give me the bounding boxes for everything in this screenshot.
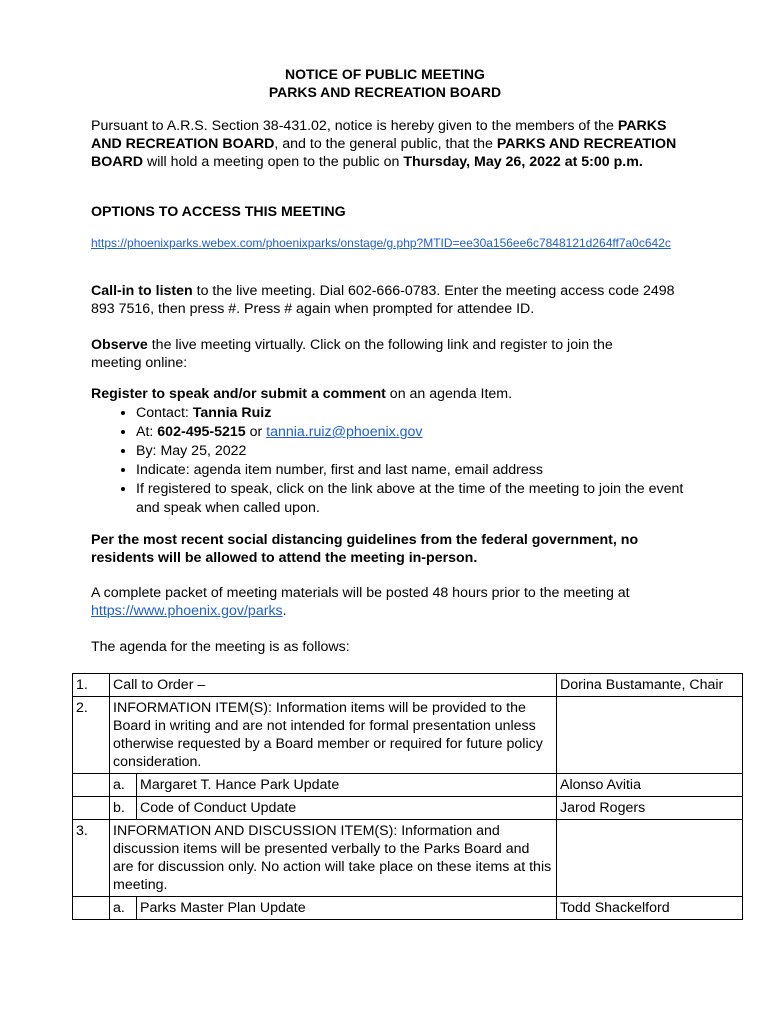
table-row (73, 820, 743, 897)
agenda-presenter: Dorina Bustamante, Chair (557, 674, 743, 697)
agenda-table (72, 673, 743, 920)
board-title: PARKS AND RECREATION BOARD (268, 84, 502, 100)
table-row (73, 674, 743, 697)
agenda-presenter: Alonso Avitia (557, 774, 743, 797)
table-row (73, 897, 743, 920)
observe-lead: Observe (91, 337, 148, 353)
intro-bold-board-1: PARKS AND RECREATION BOARD (91, 118, 667, 152)
agenda-intro: The agenda for the meeting is as follows: (91, 639, 350, 655)
call-in-lead: Call-in to listen (91, 283, 193, 299)
call-in-text: to the live meeting. Dial 602-666-0783. Enter the meeting access code 2498 893 7516, then press #. Press # again when prompted for attendee ID. (91, 283, 675, 317)
register-paragraph (91, 385, 691, 403)
contact-label: Contact: (136, 405, 193, 421)
agenda-sub-letter: b. (110, 797, 137, 820)
table-row (73, 697, 743, 774)
agenda-item-text: Parks Master Plan Update (137, 897, 557, 920)
observe-text: the live meeting virtually. Click on the following link and register to join the meeting online: (91, 337, 613, 371)
intro-text-2: , and to the general public, that the (274, 136, 497, 152)
or-text: or (245, 424, 267, 440)
list-item: • By: May 25, 2022 (136, 442, 706, 461)
intro-text-1: Pursuant to A.R.S. Section 38-431.02, notice is hereby given to the members of the (91, 118, 618, 134)
agenda-presenter-empty (557, 697, 743, 774)
packet-text: A complete packet of meeting materials will be posted 48 hours prior to the meeting at (91, 585, 630, 601)
table-row (73, 797, 743, 820)
at-label: At: (136, 424, 158, 440)
contact-name: Tannia Ruiz (192, 405, 272, 421)
agenda-number: 3. (73, 820, 110, 897)
options-heading: OPTIONS TO ACCESS THIS MEETING (91, 204, 346, 220)
intro-text-3: will hold a meeting open to the public on (143, 154, 404, 170)
agenda-number: 1. (73, 674, 110, 697)
agenda-presenter: Jarod Rogers (557, 797, 743, 820)
contact-email-link[interactable]: tannia.ruiz@phoenix.gov (266, 424, 423, 440)
parks-website-link[interactable]: https://www.phoenix.gov/parks (91, 603, 283, 619)
register-text: on an agenda Item. (385, 386, 513, 402)
agenda-item-text: Margaret T. Hance Park Update (137, 774, 557, 797)
webex-link[interactable]: https://phoenixparks.webex.com/phoenixparks/onstage/g.php?MTID=ee30a156ee6c7848121d264ff7a0c642c (91, 236, 671, 250)
agenda-sub-letter: a. (110, 897, 137, 920)
register-bullet-list (116, 404, 706, 518)
agenda-number-empty (73, 797, 110, 820)
observe-paragraph (91, 336, 661, 372)
list-item: • If registered to speak, click on the link above at the time of the meeting to join the event and speak when called upon. (136, 480, 706, 518)
agenda-presenter-empty (557, 820, 743, 897)
agenda-number-empty (73, 774, 110, 797)
register-lead: Register to speak and/or submit a comment (91, 386, 386, 402)
list-item (136, 423, 706, 442)
agenda-sub-letter: a. (110, 774, 137, 797)
agenda-presenter: Todd Shackelford (557, 897, 743, 920)
list-item: • Indicate: agenda item number, first and last name, email address (136, 461, 706, 480)
packet-end: . (282, 603, 287, 619)
agenda-number-empty (73, 897, 110, 920)
agenda-item-text: INFORMATION ITEM(S): Information items will be provided to the Board in writing and are not intended for formal presentation unless otherwise requested by a Board member or required for future policy consideration. (110, 697, 557, 774)
intro-paragraph (91, 117, 691, 171)
agenda-item-text: INFORMATION AND DISCUSSION ITEM(S): Information and discussion items will be presented verbally to the Parks Board and are for discussion only. No action will take place on these items at this meeting. (110, 820, 557, 897)
agenda-item-text: Code of Conduct Update (137, 797, 557, 820)
agenda-number: 2. (73, 697, 110, 774)
notice-title: NOTICE OF PUBLIC MEETING (285, 66, 485, 82)
table-row (73, 774, 743, 797)
intro-bold-board-2: PARKS AND RECREATION BOARD (91, 136, 677, 170)
agenda-item-text: Call to Order – (110, 674, 557, 697)
call-in-paragraph (91, 282, 686, 318)
distancing-notice: Per the most recent social distancing guidelines from the federal government, no residents will be allowed to attend the meeting in-person. (91, 532, 639, 566)
contact-phone: 602-495-5215 (157, 424, 246, 440)
packet-paragraph (91, 584, 681, 620)
list-item (136, 404, 706, 423)
meeting-date: Thursday, May 26, 2022 at 5:00 p.m. (403, 154, 643, 170)
